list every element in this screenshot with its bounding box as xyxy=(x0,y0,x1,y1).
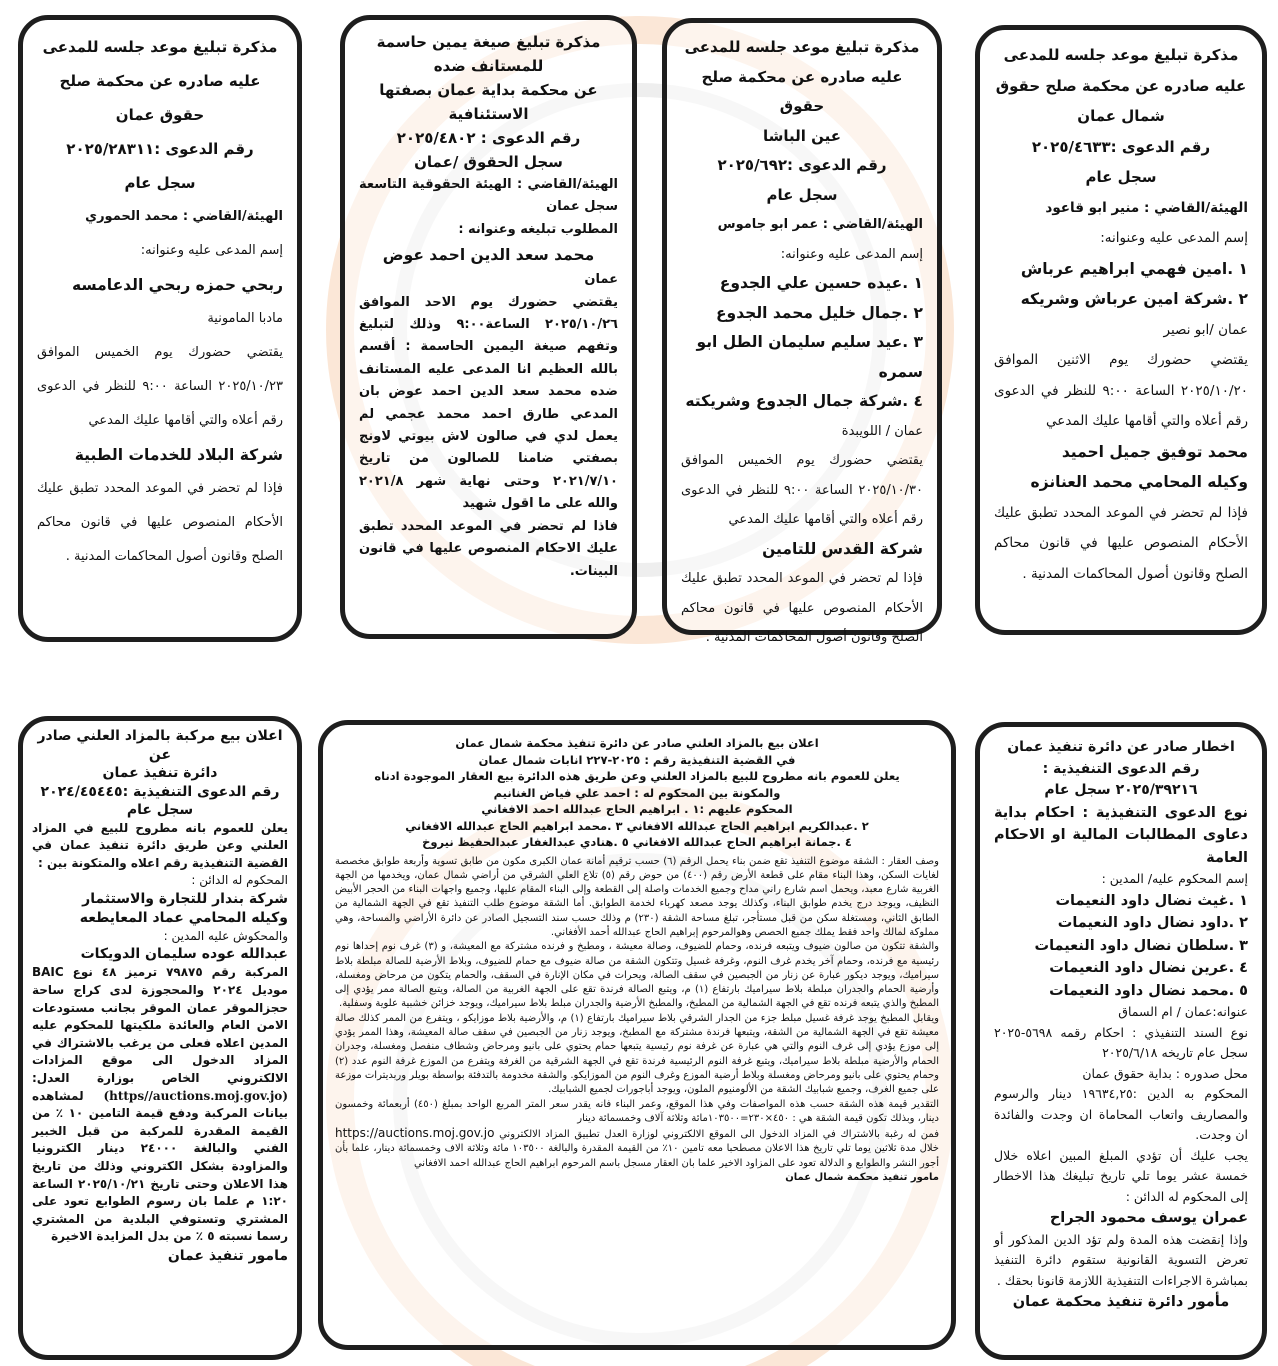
notice-title: رقم الدعوى التنفيذية :٢٠٢٤/٤٥٤٤٥ xyxy=(40,783,280,800)
valuation: التقدير قيمة هذه الشقة حسب هذه المواصفات وفي هذا الموقع، وعمر البناء فانه يقدر سعر المتر المربع الواحد بمبلغ (٤٥٠) أربعمائة وخمسون دينار، وبذلك تكون قيمة الشقة هي : ٤٥٠×٢٣٠=١٠٣٥٠٠مائة وثلاثة آلاف وخمسمائة دينار xyxy=(335,1098,940,1124)
creditor-label: المحكوم له الدائن : xyxy=(191,873,288,888)
defendant-label: إسم المدعى عليه وعنوانه: xyxy=(780,246,923,262)
notice-title: عن محكمة بداية عمان بصفتها xyxy=(379,81,598,99)
notified-name: محمد سعد الدين احمد عوض xyxy=(382,246,595,265)
notice-title: ٢٠٢٥/٣٩٢١٦ سجل عام xyxy=(1044,782,1198,798)
defendant-name: ٣ .عيد سليم سليمان الطل ابو سمره xyxy=(696,333,923,381)
oath-text: يقتضي حضورك يوم الاحد الموافق ٢٠٢٥/١٠/٢٦ الساعة٩:٠٠ وذلك لتبليغ وتفهم صيغة اليمين الحاسمة : أقسم بالله العظيم انا المدعى عليه المستانف ضده محمد سعد الدين احمد عوض بان المدعي طارق احمد محمد عجمي لم يعمل لدي في صالون لاش بيوتي لاونج بصفتي ضامنا للصالون من تاريخ ٢٠٢١/٧/١٠ وحتى نهاية شهر ٢٠٢١/٨ والله على ما اقول شهيد xyxy=(359,294,618,512)
judge: الهيئة/القاضي : الهيئة الحقوقية التاسعة سجل عمان xyxy=(359,177,618,215)
issuer: محل صدوره : بداية حقوق عمان xyxy=(1082,1065,1248,1081)
vehicle-text-before: المركبة رقم ٧٩٨٧٥ ترميز ٤٨ نوع BAIC موديل ٢٠٢٤ والمحجوزة لدى كراج ساحة حجزالموقر عمان الموقر بجانب مستودعات الامن العام والعائدة ملكيتها للمحكوم عليه المدين اعلاه فعلى من يرغب بالاشتراك في المزاد الدخول الى موقع المزادات الالكتروني الخاص بوزارة العدل: xyxy=(32,965,288,1086)
notice-execution-warning xyxy=(975,722,1267,1360)
register: سجل عام xyxy=(1085,168,1157,186)
debtor-label: إسم المحكوم عليه/ المدين : xyxy=(1101,871,1248,886)
debtor-name: ٣ .سلطان نضال داود النعيمات xyxy=(1034,937,1248,954)
payment-notice: يجب عليك أن تؤدي المبلغ المبين اعلاه خلال خمسة عشر يوما تلي تاريخ تبليغك هذا الاخطار إلى المحكوم له الدائن : xyxy=(994,1147,1248,1204)
amount: المحكوم به الدين :١٩٦٣٤,٢٥ دينار والرسوم والمصاريف واتعاب المحاماة ان وجدت والفائدة ان وجدت. xyxy=(994,1086,1249,1142)
notice-title: عين الباشا xyxy=(762,126,841,145)
debtor-name: عبدالله عوده سليمان الدويكات xyxy=(80,946,288,963)
document-type: نوع السند التنفيذي : احكام رقمه ٥٦٩٨-٢٠٢٥ سجل عام تاريخه ٢٠٢٥/٦/١٨ xyxy=(994,1024,1248,1060)
vehicle-text-after: لمشاهده بيانات المركبة ودفع قيمة التامين ١٠ ٪ من القيمة المقدرة للمركبة من قبل الخبير الفني والبالغة ٢٤٠٠٠ دينار الكترونيا والمزاودة بشكل الكتروني وذلك من تاريخ هذا الاعلان وحتى تاريخ ٢٠٢٥/١٠/٢١ الساعة ١:٢٠ م علما بان رسوم الطوابع تعود على المشتري وتستوفي البلدية من المشتري رسما نسبته ٥ ٪ من بدل المزايدة الاخيرة xyxy=(32,1088,288,1244)
participation-after: خلال مدة ثلاثين يوما تلي تاريخ هذا الاعلان مصطحبا معه تامين ١٠٪ من القيمة المقدرة والبالغة ١٠٣٥٠٠ مائة وثلاثة الاف وخمسمائة دينار، علما بأن أجور النشر والطوابع و الدلالة تعود على المزاود الاخير علما بان العقار مسجل باسم المرحوم ابراهيم الحاج عبدالله احمد الافغاني xyxy=(335,1143,939,1169)
defendant-name: ٢ .جمال خليل محمد الجدوع xyxy=(715,303,923,322)
defendant-label: إسم المدعى عليه وعنوانه: xyxy=(1100,230,1248,246)
warning-text: فاذا لم تحضر في الموعد المحدد تطبق عليك الاحكام المنصوص عليها في قانون البينات. xyxy=(359,518,618,579)
defendant-name: ٢ .شركة امين عرباش وشريكه xyxy=(1020,290,1248,308)
notice-title: دائرة تنفيذ عمان xyxy=(102,765,218,781)
summons-text: يقتضي حضورك يوم الاثنين الموافق ٢٠٢٥/١٠/٢٠ الساعة ٩:٠٠ للنظر في الدعوى رقم أعلاه والتي أقامها عليك المدعي xyxy=(994,352,1248,429)
notice-title: شمال عمان xyxy=(1077,107,1165,125)
notice-decisive-oath xyxy=(340,15,637,639)
creditor-name: عمران يوسف محمود الجراح xyxy=(1049,1210,1248,1226)
address: عنوانه:عمان / ام السماق xyxy=(1118,1004,1248,1019)
defendant-name: ١ .عيده حسين علي الجدوع xyxy=(719,274,923,292)
defendant-name: ربحي حمزه ربحي الدعامسه xyxy=(72,276,283,294)
plaintiff-name: شركة البلاد للخدمات الطبية xyxy=(74,446,283,464)
notice-title: مذكرة تبليغ موعد جلسه للمدعى xyxy=(684,38,920,56)
auction-header: اعلان بيع بالمزاد العلني صادر عن دائرة تنفيذ محكمة شمال عمان xyxy=(455,736,819,750)
notice-title: عليه صادره عن محكمة صلح حقوق xyxy=(701,67,903,115)
notice-title: رقم الدعوى التنفيذية : xyxy=(1042,760,1200,777)
case-number: رقم الدعوى :٢٠٢٥/٦٩٢ xyxy=(717,156,887,174)
warning-text: فإذا لم تحضر في الموعد المحدد تطبق عليك الأحكام المنصوص عليها في قانون محاكم الصلح وقانون أصول المحاكمات المدنية . xyxy=(37,481,283,564)
auction-header: ٤ .جمانة ابراهيم الحاج عبدالله الافغاني ٥ .هنادي عبدالغفار عبدالحفيظ نيروخ xyxy=(422,835,852,849)
defendant-name: ٤ .شركة جمال الجدوع وشريكته xyxy=(685,392,923,410)
defendant-label: إسم المدعى عليه وعنوانه: xyxy=(140,243,283,258)
consequence-text: وإذا إنقضت هذه المدة ولم تؤد الدين المذكور أو تعرض التسوية القانونية ستقوم دائرة التنفيذ بمباشرة الاجراءات التنفيذية اللازمة قانونا بحقك . xyxy=(994,1231,1248,1288)
auction-header: في القضية التنفيذية رقم : ٢٠٢٥-٢٢٧ انابات شمال عمان xyxy=(478,752,796,767)
creditor-lawyer: وكيله المحامي عماد المعايطعه xyxy=(79,909,288,926)
case-number: رقم الدعوى :٢٠٢٥/٤٦٣٣ xyxy=(1031,137,1211,156)
plaintiff-lawyer: وكيله المحامي محمد العنانزه xyxy=(1030,473,1248,491)
case-type: نوع الدعوى التنفيذية : احكام بداية دعاوى المطالبات المالية او الاحكام العامة xyxy=(994,804,1248,866)
notice-title: اخطار صادر عن دائرة تنفيذ عمان xyxy=(1007,739,1235,755)
address: عمان / اللويبدة xyxy=(841,423,923,439)
debtor-name: ١ .غيث نضال داود النعيمات xyxy=(1055,892,1248,909)
register: سجل عام xyxy=(766,185,838,204)
property-description: ويقابل المطبخ يوجد غرفة غسيل مبلط جزء من الجدار الشرقي بلاط سيراميك بارتفاع (١) م، والأرضية بلاط موزايكو ، ويتفرع من الممر كذلك صالة معيشة تقع في الجهة الشمالية من الشقة، ويتبعها فرندة مشتركة مع المطبخ، ويوجد زنار من الجبصين في سقف صالة المعيشة، وهذا الممر يؤدي إلى موزع يؤدي إلى غرف النوم والتي هي عبارة عن غرفة نوم رئيسية يتبعها حمام يحتوي على بانيو ومرحاض وشطاف منفصل ومغسلة، وجدران الحمام والأرضية مبلطة بلاط سيراميك، ويتبع غرفة النوم الرئيسية فرندة تقع في الجهة الشرقية من الغرفة ويتفرع من الموزع غرفة النوم عدد (٢) وحمام يحتوي على بانيو ومرحاض ومغسلة وبلاط أرضية الموزع وغرف النوم من الموزايكو. والشقة مخدومة بالتدفئة بواسطة بويلر وربديترات موزعة على جميع الغرف، وجميع شبابيك الشقة من الألومنيوم الملون، ويوجد أباجورات لجميع الشبابيك. xyxy=(335,1012,940,1096)
debtor-name: ٤ .عرين نضال داود النعيمات xyxy=(1049,960,1248,976)
warning-text: فإذا لم تحضر في الموعد المحدد تطبق عليك الأحكام المنصوص عليها في قانون محاكم الصلح وقانون أصول المحاكمات المدنية . xyxy=(681,571,923,645)
notice-title: عليه صادره عن محكمة صلح حقوق عمان xyxy=(59,72,261,124)
notice-session-amman xyxy=(18,15,302,642)
warning-text: فإذا لم تحضر في الموعد المحدد تطبق عليك الأحكام المنصوص عليها في قانون محاكم الصلح وقانون أصول المحاكمات المدنية . xyxy=(994,504,1248,582)
judge: الهيئة/القاضي : عمر ابو جاموس xyxy=(717,217,923,232)
signature: مامور تنفيذ محكمة شمال عمان xyxy=(785,1172,939,1184)
defendant-name: ١ .امين فهمي ابراهيم عرباش xyxy=(1020,259,1248,278)
notice-title: مذكرة تبليغ موعد جلسه للمدعى xyxy=(42,38,278,56)
case-number: رقم الدعوى : ٢٠٢٥/٤٨٠٢ xyxy=(396,129,581,147)
summons-text: يقتضي حضورك يوم الخميس الموافق ٢٠٢٥/١٠/٣٠ الساعة ٩:٠٠ للنظر في الدعوى رقم أعلاه والتي أقامها عليك المدعي xyxy=(681,453,924,527)
notice-title: مذكرة تبليغ صيغة يمين حاسمة xyxy=(376,33,601,51)
property-description: والشقة تتكون من صالون ضيوف ويتبعه فرنده، وحمام للضيوف، وصالة معيشة ، ومطبخ و فرنده مشتركة مع المعيشة، و (٣) غرف نوم إحداها نوم رئيسية مع فرنده، وحمام آخر يخدم غرف النوم، وغرفة غسيل وتتكون الشقة من صالة ضيوف مع حمام للضيوف، وبلاط الأرضية للصالة مبلطة بلاط سيراميك، ويوجد ديكور عبارة عن زنار من الجبصين في سقف الصالة، ويحرات في مكان الإنارة في السقف، والحمام يتكون من مرحاض ومغسلة، وأرضية الحمام والجدران مبلطة بلاط سيراميك بارتفاع (١) م، ويتبع الصالة فرندة تقع على الجهة الغربية من الصالة، ويتبع الصالة ممر يؤدي إلى المطبخ والذي يتبعه فرنده تقع في الجهة الشمالية من المطبخ، والمطبخ الأرضية والجدران مبلط بلاط سيراميك، ويوجد خزائن خشبية علوية وسفلية. xyxy=(335,941,939,1010)
notice-session-ain-al-basha xyxy=(662,18,942,645)
auction-header: ٢ .عبدالكريم ابراهيم الحاج عبدالله الافغاني ٣ .محمد ابراهيم الحاج عبدالله الافغاني xyxy=(405,818,869,833)
creditor-name: شركة بندار للتجارة والاستثمار xyxy=(82,890,288,907)
judge: الهيئة/القاضي : منير ابو قاعود xyxy=(1045,199,1248,216)
plaintiff-name: محمد توفيق جميل احميد xyxy=(1061,442,1248,461)
auction-header: المحكوم عليهم :١ . ابراهيم الحاج عبدالله احمد الافغاني xyxy=(481,802,793,816)
auction-header: والمكونة بين المحكوم له : احمد علي فياض الغنانيم xyxy=(493,785,781,800)
notice-title: سجل عام xyxy=(126,802,194,818)
address: مادبا المامونية xyxy=(207,311,283,326)
debtor-label: والمحكوش عليه المدين : xyxy=(163,928,288,943)
vehicle-details xyxy=(32,964,288,1246)
intro-text: يعلن للعموم بانه مطروح للبيع في المزاد العلني وعن طريق دائرة تنفيذ عمان في القضية التنفيذية رقم اعلاه والمتكونة بين : xyxy=(32,820,288,870)
notice-title: اعلان بيع مركبة بالمزاد العلني صادر عن xyxy=(37,728,283,763)
participation-text xyxy=(335,1126,939,1171)
judge: الهيئة/القاضي : محمد الحموري xyxy=(85,209,283,224)
signature: مأمور دائرة تنفيذ محكمة عمان xyxy=(1012,1294,1230,1310)
participation-before: فمن له رغبة بالاشتراك في المزاد الدخول الى الموقع الالكتروني لوزارة العدل تطبيق المزاد الالكتروني xyxy=(499,1129,939,1141)
address: عمان /ابو نصير xyxy=(1163,321,1248,338)
notice-title: مذكرة تبليغ موعد جلسه للمدعى xyxy=(1003,46,1239,64)
summons-text: يقتضي حضورك يوم الخميس الموافق ٢٠٢٥/١٠/٢٣ الساعة ٩:٠٠ للنظر في الدعوى رقم أعلاه والتي أقامها عليك المدعي xyxy=(37,345,283,428)
notice-property-auction xyxy=(318,720,956,1350)
register: سجل عام xyxy=(124,174,196,192)
register: سجل الحقوق /عمان xyxy=(414,153,563,171)
notice-title: للمستانف ضده xyxy=(433,57,544,75)
address: عمان xyxy=(584,272,618,288)
case-number: رقم الدعوى :٢٠٢٥/٢٨٣١١ xyxy=(66,140,254,158)
auction-url-link[interactable]: (https//auctions.moj.gov.jo) xyxy=(103,1088,288,1103)
auction-url-link[interactable]: https://auctions.moj.gov.jo xyxy=(335,1126,495,1141)
debtor-name: ٥ .محمد نضال داود النعيمات xyxy=(1049,982,1248,999)
notice-title: عليه صادره عن محكمة صلح حقوق xyxy=(995,76,1247,95)
notice-title: الاستئنافية xyxy=(448,105,529,123)
notified-label: المطلوب تبليغه وعنوانه : xyxy=(458,221,618,237)
debtor-name: ٢ .داود نضال داود النعيمات xyxy=(1057,915,1248,931)
notice-session-north-amman xyxy=(975,25,1267,635)
property-description: وصف العقار : الشقة موضوع التنفيذ تقع ضمن بناء يحمل الرقم (٦) حسب ترقيم أمانة عمان الكبرى مكون من طابق تسوية وأربعة طوابق مخصصة لغايات السكن، وهذا البناء مقام على قطعة الأرض رقم (٤٠٠) من حوض رقم (٥) تلاع العلي الشرقي من أراضي شمال عمان، ويخدمها من الجهة الغربية شارع معبد، ويحمل اسم شارع راني مداح وجميع الخدمات واصلة إلى القطعة وإلى البناء المقام عليها، وجميع واجهات البناء من الحجر الأبيض النظيف، ويوجد درج يخدم طوابق البناء، وكذلك يوجد مصعد كهرباء لخدمة الطوابق. أما الشقة موضوع طلب التنفيذ تقع في الجهة الشمالية من الطابق الثاني، ومستغلة سكن من قبل مستأجر، تبلغ مساحة الشقة (٢٣٠) م وذلك حسب سند التسجيل الصادر عن دائرة الأراضي والمساحة، وهي مملوكة لمالك واحد فقط يملك جميع الحصص وهوالمرحوم إبراهيم الحاج عبدالله أحمد الأفغاني. xyxy=(335,855,939,938)
notice-vehicle-auction xyxy=(18,716,302,1360)
plaintiff-name: شركة القدس للتامين xyxy=(762,539,923,558)
signature: مامور تنفيذ عمان xyxy=(167,1247,288,1264)
auction-header: يعلن للعموم بانه مطروح للبيع بالمزاد العلني وعن طريق هذه الدائرة بيع العقار الموجودة ادناه xyxy=(374,769,900,783)
